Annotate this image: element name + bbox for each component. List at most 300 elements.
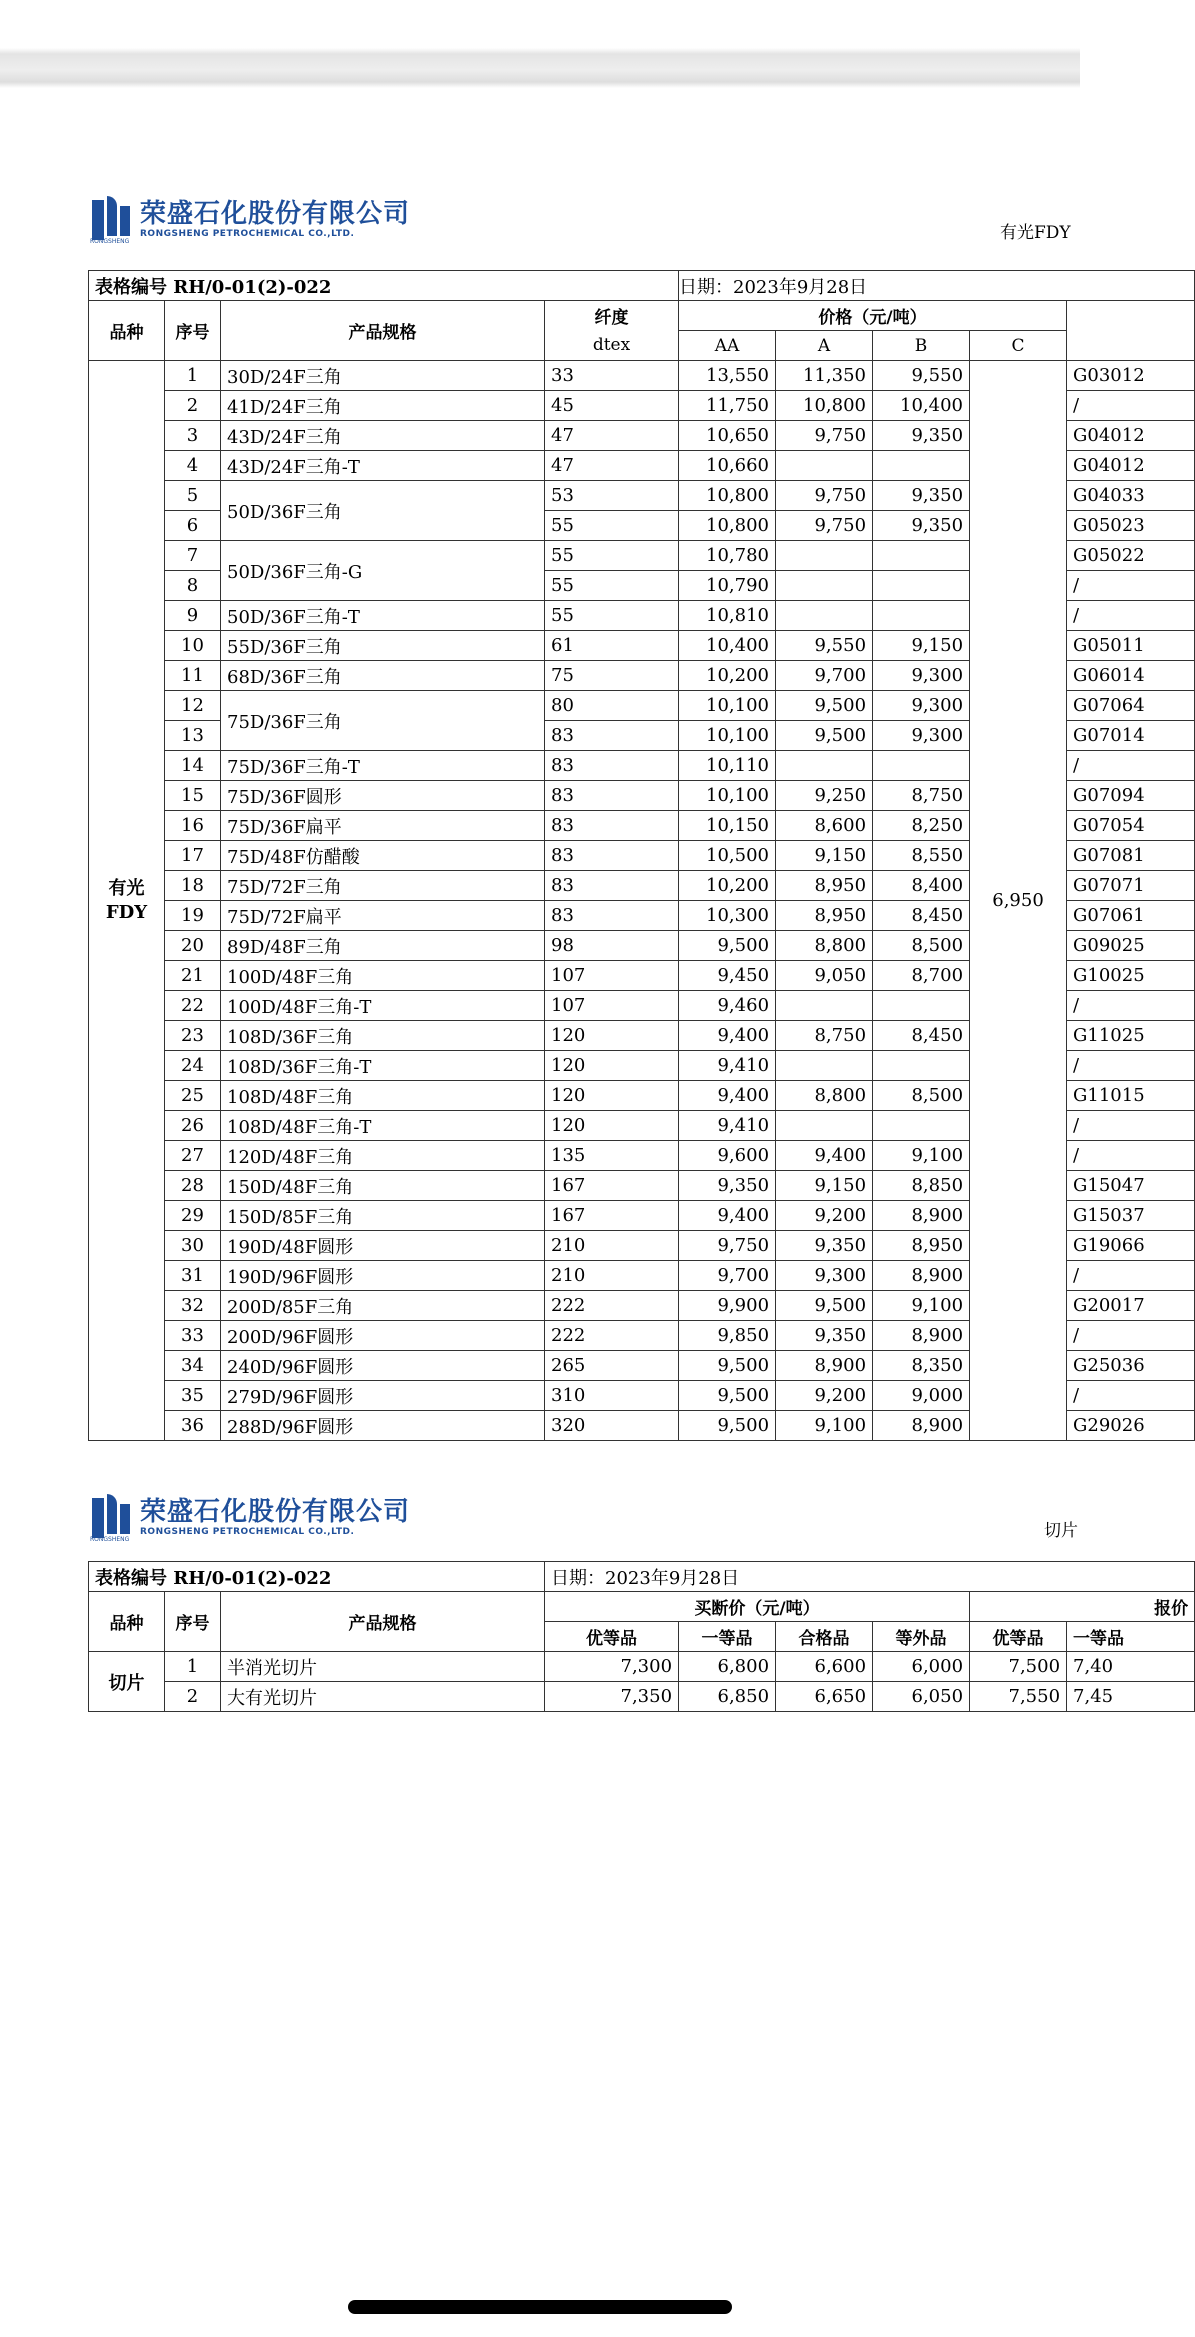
code-cell: G04033 [1067,481,1195,511]
price-aa-cell: 11,750 [679,391,776,421]
spec-cell: 75D/36F圆形 [221,781,545,811]
product-tag: 有光FDY [1000,223,1071,243]
price-aa-cell: 13,550 [679,361,776,391]
price-a-cell: 9,150 [776,1171,873,1201]
spec-cell: 89D/48F三角 [221,931,545,961]
code-cell: / [1067,1111,1195,1141]
seq-cell: 28 [165,1171,221,1201]
price-a-cell [776,1111,873,1141]
price-b-cell: 8,900 [873,1321,970,1351]
price-b-cell: 8,950 [873,1231,970,1261]
code-cell: G04012 [1067,421,1195,451]
seq-cell: 17 [165,841,221,871]
seq-cell: 18 [165,871,221,901]
code-cell: G07054 [1067,811,1195,841]
seq-cell: 1 [165,361,221,391]
dtex-cell: 167 [545,1171,679,1201]
seq-cell: 11 [165,661,221,691]
price-aa-cell: 10,100 [679,691,776,721]
price-b-cell: 8,900 [873,1261,970,1291]
variety-cell: 有光 FDY [89,361,165,1441]
header-seq: 序号 [165,301,221,361]
seq-cell: 30 [165,1231,221,1261]
price-a-cell: 9,400 [776,1141,873,1171]
quote-grade-2-cell: 7,40 [1067,1652,1195,1682]
header-grade-4: 等外品 [873,1622,970,1652]
header-quote-grade-2: 一等品 [1067,1622,1195,1652]
code-cell: G11025 [1067,1021,1195,1051]
header-grade-aa: AA [679,331,776,361]
dtex-cell: 320 [545,1411,679,1441]
dtex-cell: 107 [545,961,679,991]
company-name-cn: 荣盛石化股份有限公司 [140,199,411,229]
seq-cell: 29 [165,1201,221,1231]
price-aa-cell: 9,500 [679,1351,776,1381]
spec-cell: 120D/48F三角 [221,1141,545,1171]
price-b-cell [873,541,970,571]
price-a-cell: 9,300 [776,1261,873,1291]
code-cell: G07071 [1067,871,1195,901]
price-b-cell [873,991,970,1021]
code-cell: G05023 [1067,511,1195,541]
seq-cell: 7 [165,541,221,571]
price-table-chips [88,1561,1195,1712]
seq-cell: 26 [165,1111,221,1141]
price-a-cell: 9,750 [776,421,873,451]
dtex-cell: 83 [545,811,679,841]
price-a-cell [776,451,873,481]
seq-cell: 6 [165,511,221,541]
price-b-cell: 9,300 [873,721,970,751]
price-a-cell: 9,050 [776,961,873,991]
price-b-cell: 9,100 [873,1141,970,1171]
spec-cell: 190D/48F圆形 [221,1231,545,1261]
code-cell: G07094 [1067,781,1195,811]
spec-cell: 50D/36F三角-G [221,541,545,601]
header-grade-1: 优等品 [545,1622,679,1652]
price-a-cell [776,991,873,1021]
price-aa-cell: 9,350 [679,1171,776,1201]
price-a-cell [776,541,873,571]
spec-cell: 75D/72F扁平 [221,901,545,931]
price-b-cell: 8,450 [873,1021,970,1051]
price-a-cell: 9,200 [776,1201,873,1231]
price-b-cell: 10,400 [873,391,970,421]
spec-cell: 108D/48F三角-T [221,1111,545,1141]
spec-cell: 108D/36F三角 [221,1021,545,1051]
company-name-cn: 荣盛石化股份有限公司 [140,1497,411,1527]
price-b-cell [873,751,970,781]
price-aa-cell: 9,460 [679,991,776,1021]
product-tag-chips: 切片 [1044,1521,1078,1541]
price-aa-cell: 10,660 [679,451,776,481]
seq-cell: 20 [165,931,221,961]
spec-cell: 半消光切片 [221,1652,545,1682]
spec-cell: 68D/36F三角 [221,661,545,691]
header-grade-c: C [970,331,1067,361]
dtex-cell: 45 [545,391,679,421]
spec-cell: 200D/96F圆形 [221,1321,545,1351]
price-a-cell: 9,700 [776,661,873,691]
company-name-en: RONGSHENG PETROCHEMICAL CO.,LTD. [140,1527,355,1537]
seq-cell: 9 [165,601,221,631]
spec-cell: 240D/96F圆形 [221,1351,545,1381]
dtex-cell: 310 [545,1381,679,1411]
code-cell: / [1067,751,1195,781]
dtex-cell: 80 [545,691,679,721]
quote-grade-1-cell: 7,500 [970,1652,1067,1682]
price-b-cell: 8,550 [873,841,970,871]
spec-cell: 41D/24F三角 [221,391,545,421]
form-number: 表格编号 RH/0-01(2)-022 [89,1562,545,1592]
price-aa-cell: 10,500 [679,841,776,871]
price-a-cell: 9,500 [776,1291,873,1321]
spec-cell: 55D/36F三角 [221,631,545,661]
dtex-cell: 75 [545,661,679,691]
seq-cell: 1 [165,1652,221,1682]
dtex-cell: 33 [545,361,679,391]
seq-cell: 31 [165,1261,221,1291]
price-c-cell: 6,950 [970,361,1067,1441]
dtex-cell: 55 [545,571,679,601]
table-row [89,1652,1195,1682]
variety-cell: 切片 [89,1652,165,1712]
price-a-cell: 9,500 [776,691,873,721]
logo-mark-icon: RONGSHENG [92,1494,132,1542]
price-aa-cell: 9,410 [679,1051,776,1081]
price-a-cell: 8,600 [776,811,873,841]
seq-cell: 32 [165,1291,221,1321]
company-logo [92,196,410,244]
spec-cell: 108D/36F三角-T [221,1051,545,1081]
code-cell: / [1067,601,1195,631]
price-aa-cell: 9,400 [679,1081,776,1111]
logo-mark-icon: RONGSHENG [92,196,132,244]
seq-cell: 2 [165,391,221,421]
header-code [1067,301,1195,361]
price-aa-cell: 9,400 [679,1201,776,1231]
seq-cell: 35 [165,1381,221,1411]
buyout-grade-2-cell: 6,850 [679,1682,776,1712]
dtex-cell: 61 [545,631,679,661]
price-b-cell: 8,900 [873,1201,970,1231]
code-cell: G20017 [1067,1291,1195,1321]
price-b-cell: 8,900 [873,1411,970,1441]
price-aa-cell: 10,100 [679,721,776,751]
header-grade-3: 合格品 [776,1622,873,1652]
price-a-cell: 8,750 [776,1021,873,1051]
price-aa-cell: 9,500 [679,1381,776,1411]
code-cell: G07081 [1067,841,1195,871]
dtex-cell: 83 [545,901,679,931]
price-aa-cell: 10,800 [679,511,776,541]
price-b-cell [873,571,970,601]
code-cell: G11015 [1067,1081,1195,1111]
spec-cell: 43D/24F三角-T [221,451,545,481]
price-a-cell: 8,900 [776,1351,873,1381]
price-a-cell: 9,150 [776,841,873,871]
code-cell: G07014 [1067,721,1195,751]
price-aa-cell: 9,400 [679,1021,776,1051]
spec-cell: 大有光切片 [221,1682,545,1712]
price-a-cell: 9,750 [776,481,873,511]
price-aa-cell: 9,500 [679,931,776,961]
price-b-cell: 8,500 [873,931,970,961]
price-b-cell: 8,350 [873,1351,970,1381]
code-cell: G10025 [1067,961,1195,991]
price-b-cell [873,451,970,481]
dtex-cell: 55 [545,511,679,541]
code-cell: / [1067,1051,1195,1081]
code-cell: G05011 [1067,631,1195,661]
dtex-cell: 120 [545,1051,679,1081]
code-cell: / [1067,391,1195,421]
dtex-cell: 83 [545,721,679,751]
seq-cell: 16 [165,811,221,841]
price-aa-cell: 10,200 [679,661,776,691]
price-a-cell: 9,350 [776,1231,873,1261]
dtex-cell: 135 [545,1141,679,1171]
price-b-cell: 9,100 [873,1291,970,1321]
price-aa-cell: 9,700 [679,1261,776,1291]
price-aa-cell: 9,850 [679,1321,776,1351]
price-aa-cell: 9,450 [679,961,776,991]
price-a-cell: 9,200 [776,1381,873,1411]
header-buyout: 买断价（元/吨） [545,1592,970,1622]
spec-cell: 150D/48F三角 [221,1171,545,1201]
dtex-cell: 107 [545,991,679,1021]
header-seq: 序号 [165,1592,221,1652]
spec-cell: 30D/24F三角 [221,361,545,391]
header-variety: 品种 [89,301,165,361]
price-a-cell: 8,800 [776,931,873,961]
buyout-grade-3-cell: 6,600 [776,1652,873,1682]
dtex-cell: 47 [545,451,679,481]
spec-cell: 200D/85F三角 [221,1291,545,1321]
seq-cell: 4 [165,451,221,481]
price-b-cell: 9,350 [873,481,970,511]
spec-cell: 190D/96F圆形 [221,1261,545,1291]
header-fineness: 纤度 [545,301,679,331]
seq-cell: 2 [165,1682,221,1712]
dtex-cell: 167 [545,1201,679,1231]
code-cell: G15047 [1067,1171,1195,1201]
code-cell: G03012 [1067,361,1195,391]
code-cell: / [1067,1321,1195,1351]
dtex-cell: 83 [545,841,679,871]
price-a-cell [776,751,873,781]
seq-cell: 12 [165,691,221,721]
spec-cell: 108D/48F三角 [221,1081,545,1111]
seq-cell: 5 [165,481,221,511]
price-aa-cell: 10,800 [679,481,776,511]
spec-cell: 50D/36F三角-T [221,601,545,631]
dtex-cell: 222 [545,1321,679,1351]
spec-cell: 100D/48F三角 [221,961,545,991]
seq-cell: 36 [165,1411,221,1441]
seq-cell: 33 [165,1321,221,1351]
header-spec: 产品规格 [221,301,545,361]
buyout-grade-2-cell: 6,800 [679,1652,776,1682]
header-fineness-unit: dtex [545,331,679,361]
code-cell: G07064 [1067,691,1195,721]
price-b-cell: 9,300 [873,691,970,721]
header-variety: 品种 [89,1592,165,1652]
code-cell: G07061 [1067,901,1195,931]
dtex-cell: 120 [545,1111,679,1141]
price-a-cell: 8,950 [776,871,873,901]
spec-cell: 75D/36F三角 [221,691,545,751]
browser-top-bar [0,0,1080,88]
price-b-cell: 8,250 [873,811,970,841]
code-cell: / [1067,571,1195,601]
price-b-cell: 9,300 [873,661,970,691]
price-b-cell: 9,150 [873,631,970,661]
price-a-cell: 8,950 [776,901,873,931]
price-b-cell: 8,700 [873,961,970,991]
price-a-cell: 9,350 [776,1321,873,1351]
price-aa-cell: 10,810 [679,601,776,631]
price-b-cell [873,1051,970,1081]
price-a-cell: 10,800 [776,391,873,421]
seq-cell: 14 [165,751,221,781]
dtex-cell: 83 [545,871,679,901]
seq-cell: 15 [165,781,221,811]
seq-cell: 22 [165,991,221,1021]
price-a-cell: 8,800 [776,1081,873,1111]
code-cell: / [1067,1141,1195,1171]
header-price: 价格（元/吨） [679,301,1067,331]
price-b-cell: 8,750 [873,781,970,811]
company-logo-2 [92,1494,410,1542]
home-indicator[interactable] [348,2300,732,2314]
header-grade-a: A [776,331,873,361]
code-cell: G06014 [1067,661,1195,691]
spec-cell: 279D/96F圆形 [221,1381,545,1411]
form-date: 日期：2023年9月28日 [679,271,1195,301]
form-date: 日期：2023年9月28日 [545,1562,1195,1592]
price-aa-cell: 10,150 [679,811,776,841]
code-cell: G19066 [1067,1231,1195,1261]
price-a-cell [776,571,873,601]
code-cell: G04012 [1067,451,1195,481]
code-cell: G25036 [1067,1351,1195,1381]
price-b-cell: 8,500 [873,1081,970,1111]
spec-cell: 75D/36F三角-T [221,751,545,781]
price-a-cell [776,1051,873,1081]
price-aa-cell: 9,750 [679,1231,776,1261]
seq-cell: 27 [165,1141,221,1171]
price-aa-cell: 10,650 [679,421,776,451]
dtex-cell: 83 [545,781,679,811]
form-number: 表格编号 RH/0-01(2)-022 [89,271,679,301]
price-a-cell: 9,550 [776,631,873,661]
price-b-cell: 9,350 [873,421,970,451]
price-a-cell: 9,250 [776,781,873,811]
code-cell: G29026 [1067,1411,1195,1441]
price-aa-cell: 9,410 [679,1111,776,1141]
seq-cell: 25 [165,1081,221,1111]
dtex-cell: 83 [545,751,679,781]
dtex-cell: 210 [545,1231,679,1261]
price-aa-cell: 10,200 [679,871,776,901]
code-cell: / [1067,1381,1195,1411]
price-a-cell: 9,750 [776,511,873,541]
price-b-cell: 8,450 [873,901,970,931]
spec-cell: 288D/96F圆形 [221,1411,545,1441]
price-table-fdy [88,270,1195,1441]
header-spec: 产品规格 [221,1592,545,1652]
price-b-cell: 9,000 [873,1381,970,1411]
seq-cell: 13 [165,721,221,751]
seq-cell: 34 [165,1351,221,1381]
price-aa-cell: 10,780 [679,541,776,571]
dtex-cell: 47 [545,421,679,451]
table-row [89,361,1195,391]
seq-cell: 21 [165,961,221,991]
buyout-grade-1-cell: 7,300 [545,1652,679,1682]
dtex-cell: 120 [545,1081,679,1111]
dtex-cell: 120 [545,1021,679,1051]
dtex-cell: 53 [545,481,679,511]
spec-cell: 150D/85F三角 [221,1201,545,1231]
price-aa-cell: 10,400 [679,631,776,661]
seq-cell: 23 [165,1021,221,1051]
header-quote-grade-1: 优等品 [970,1622,1067,1652]
price-b-cell: 8,400 [873,871,970,901]
dtex-cell: 55 [545,601,679,631]
seq-cell: 10 [165,631,221,661]
header-quote: 报价 [970,1592,1195,1622]
seq-cell: 19 [165,901,221,931]
dtex-cell: 210 [545,1261,679,1291]
code-cell: / [1067,1261,1195,1291]
table-row [89,1682,1195,1712]
dtex-cell: 265 [545,1351,679,1381]
price-aa-cell: 10,300 [679,901,776,931]
company-name-en: RONGSHENG PETROCHEMICAL CO.,LTD. [140,229,355,239]
buyout-grade-4-cell: 6,050 [873,1682,970,1712]
spec-cell: 50D/36F三角 [221,481,545,541]
code-cell: G05022 [1067,541,1195,571]
price-a-cell: 9,500 [776,721,873,751]
seq-cell: 3 [165,421,221,451]
code-cell: G09025 [1067,931,1195,961]
price-b-cell: 9,550 [873,361,970,391]
price-b-cell [873,1111,970,1141]
buyout-grade-4-cell: 6,000 [873,1652,970,1682]
price-aa-cell: 10,790 [679,571,776,601]
header-grade-2: 一等品 [679,1622,776,1652]
price-b-cell: 9,350 [873,511,970,541]
code-cell: / [1067,991,1195,1021]
price-aa-cell: 10,100 [679,781,776,811]
price-aa-cell: 9,600 [679,1141,776,1171]
price-b-cell [873,601,970,631]
price-a-cell [776,601,873,631]
spec-cell: 100D/48F三角-T [221,991,545,1021]
dtex-cell: 98 [545,931,679,961]
spec-cell: 75D/36F扁平 [221,811,545,841]
header-grade-b: B [873,331,970,361]
code-cell: G15037 [1067,1201,1195,1231]
seq-cell: 24 [165,1051,221,1081]
price-aa-cell: 9,500 [679,1411,776,1441]
price-a-cell: 11,350 [776,361,873,391]
buyout-grade-3-cell: 6,650 [776,1682,873,1712]
price-aa-cell: 9,900 [679,1291,776,1321]
quote-grade-2-cell: 7,45 [1067,1682,1195,1712]
